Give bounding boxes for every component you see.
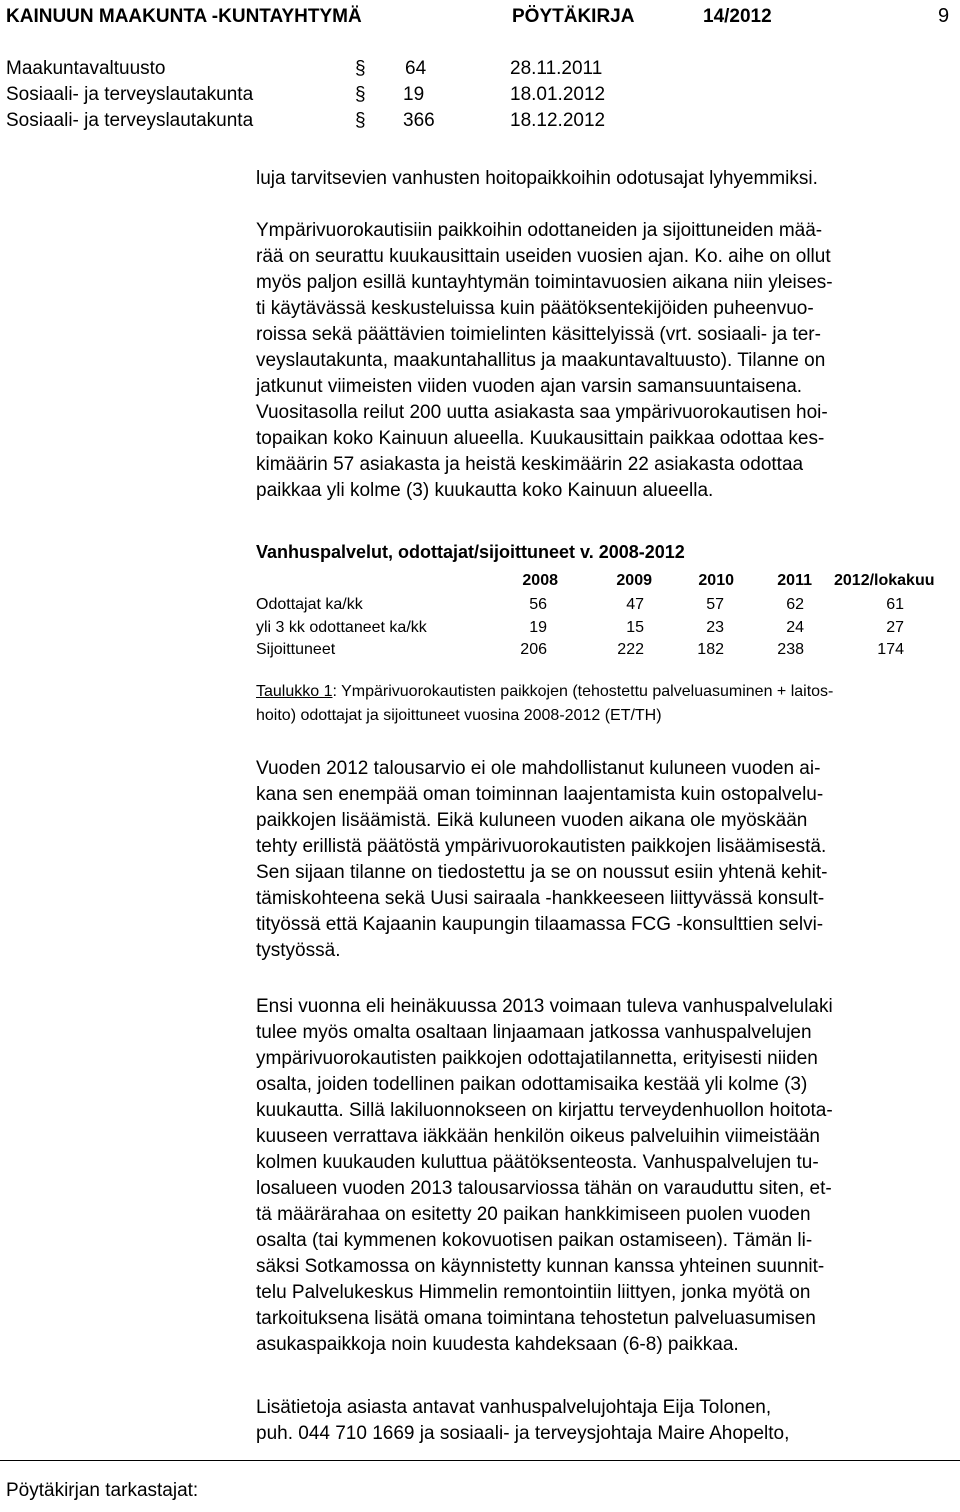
section-sign-icon: § bbox=[355, 58, 366, 79]
section-sign-icon: § bbox=[355, 84, 366, 105]
caption-line bbox=[256, 683, 833, 701]
body-paragraph-line: kimäärin 57 asiakasta ja heistä keskimäärin 22 asiakasta odottaa bbox=[256, 454, 804, 475]
section-sign-icon: § bbox=[355, 110, 366, 131]
body-paragraph-line: telu Palvelukeskus Himmelin remontointiin liittyen, jonka myötä on bbox=[256, 1282, 811, 1303]
table-cell: 15 bbox=[626, 619, 644, 636]
body-paragraph-line: kana sen enempää oman toiminnan laajentamista kuin ostopalvelu- bbox=[256, 784, 824, 805]
body-paragraph-line: osalta (tai kymmenen kokovuotisen paikan ostamiseen). Tämän li- bbox=[256, 1230, 813, 1251]
table-column-header: 2011 bbox=[777, 572, 812, 589]
body-paragraph-line: rää on seurattu kuukausittain useiden vuosien ajan. Ko. aihe on ollut bbox=[256, 246, 831, 267]
body-paragraph-line: puh. 044 710 1669 ja sosiaali- ja terveysjohtaja Maire Ahopelto, bbox=[256, 1423, 790, 1444]
body-paragraph-line: roissa sekä päättävien toimielinten käsittelyissä (vrt. sosiaali- ja ter- bbox=[256, 324, 821, 345]
body-paragraph-line: tityössä että Kajaanin kaupungin tilaamassa FCG -konsulttien selvi- bbox=[256, 914, 824, 935]
body-paragraph-line: tystyössä. bbox=[256, 940, 341, 961]
table-cell: 206 bbox=[520, 641, 547, 658]
table-column-header: 2010 bbox=[698, 572, 734, 589]
table-cell: 174 bbox=[877, 641, 904, 658]
table-cell: 19 bbox=[529, 619, 547, 636]
reference-body: Sosiaali- ja terveyslautakunta bbox=[6, 110, 254, 131]
organization-name: KAINUUN MAAKUNTA -KUNTAYHTYMÄ bbox=[6, 6, 362, 27]
table-title: Vanhuspalvelut, odottajat/sijoittuneet v. 2008-2012 bbox=[256, 542, 685, 562]
body-paragraph-line: jatkunut viimeisten viiden vuoden ajan varsin samansuuntaisena. bbox=[256, 376, 803, 397]
body-paragraph-line: veyslautakunta, maakuntahallitus ja maakuntavaltuusto). Tilanne on bbox=[256, 350, 826, 371]
table-column-header: 2012/lokakuu bbox=[834, 572, 935, 589]
table-column-header: 2008 bbox=[522, 572, 558, 589]
caption-label: Taulukko 1 bbox=[256, 683, 333, 700]
reference-date: 28.11.2011 bbox=[510, 58, 603, 79]
body-paragraph-line: asukaspaikkoja noin kuudesta kahdeksaan (6-8) paikkaa. bbox=[256, 1334, 739, 1355]
reference-date: 18.01.2012 bbox=[510, 84, 606, 105]
body-paragraph-line: ti käytävässä keskusteluissa kuin päätöksentekijöiden puheenvuo- bbox=[256, 298, 814, 319]
table-cell: 238 bbox=[777, 641, 804, 658]
table-row-label: yli 3 kk odottaneet ka/kk bbox=[256, 619, 427, 636]
caption-text: : Ympärivuorokautisten paikkojen (tehostettu palveluasuminen + laitos- bbox=[332, 683, 834, 700]
reference-body: Maakuntavaltuusto bbox=[6, 58, 166, 79]
body-paragraph-line: luja tarvitsevien vanhusten hoitopaikkoihin odotusajat lyhyemmiksi. bbox=[256, 168, 818, 189]
document-type: PÖYTÄKIRJA bbox=[512, 6, 635, 27]
body-paragraph-line: Vuoden 2012 talousarvio ei ole mahdollistanut kuluneen vuoden ai- bbox=[256, 758, 821, 779]
body-paragraph-line: topaikan koko Kainuun alueella. Kuukausittain paikkaa odottaa kes- bbox=[256, 428, 825, 449]
body-paragraph-line: säksi Sotkamossa on käynnistetty kunnan kanssa yhteinen suunnit- bbox=[256, 1256, 825, 1277]
table-column-header: 2009 bbox=[616, 572, 652, 589]
footer-divider bbox=[0, 1460, 960, 1461]
caption-line: hoito) odottajat ja sijoittuneet vuosina 2008-2012 (ET/TH) bbox=[256, 707, 662, 724]
body-paragraph-line: tämiskohteena sekä Uusi sairaala -hankkeeseen liittyvässä konsult- bbox=[256, 888, 825, 909]
body-paragraph-line: paikkojen lisäämistä. Eikä kuluneen vuoden aikana ole myöskään bbox=[256, 810, 808, 831]
footer-checkers-label: Pöytäkirjan tarkastajat: bbox=[6, 1480, 199, 1501]
table-cell: 27 bbox=[886, 619, 904, 636]
table-cell: 56 bbox=[529, 596, 547, 613]
body-paragraph-line: osalta, joiden todellinen paikan odottamisaika kestää yli kolme (3) bbox=[256, 1074, 808, 1095]
reference-date: 18.12.2012 bbox=[510, 110, 606, 131]
reference-body: Sosiaali- ja terveyslautakunta bbox=[6, 84, 254, 105]
table-cell: 222 bbox=[617, 641, 644, 658]
body-paragraph-line: Sen sijaan tilanne on tiedostettu ja se on noussut esiin yhtenä kehit- bbox=[256, 862, 828, 883]
body-paragraph-line: tä määrärahaa on esitetty 20 paikan hankkimiseen puolen vuoden bbox=[256, 1204, 811, 1225]
reference-number: 366 bbox=[403, 110, 435, 131]
table-row-label: Sijoittuneet bbox=[256, 641, 336, 658]
document-number: 14/2012 bbox=[703, 6, 772, 27]
table-row-label: Odottajat ka/kk bbox=[256, 596, 363, 613]
body-paragraph-line: tarkoituksena lisätä omana toimintana tehostetun palveluasumisen bbox=[256, 1308, 816, 1329]
body-paragraph-line: Ensi vuonna eli heinäkuussa 2013 voimaan tuleva vanhuspalvelulaki bbox=[256, 996, 833, 1017]
body-paragraph-line: paikkaa yli kolme (3) kuukautta koko Kainuun alueella. bbox=[256, 480, 714, 501]
body-paragraph-line: kolmen kuukauden kuluttua päätöksenteosta. Vanhuspalvelujen tu- bbox=[256, 1152, 819, 1173]
table-cell: 23 bbox=[706, 619, 724, 636]
body-paragraph-line: myös paljon esillä kuntayhtymän toimintavuosien aikana niin yleises- bbox=[256, 272, 833, 293]
table-cell: 57 bbox=[706, 596, 724, 613]
body-paragraph-line: kuuseen verrattava iäkkään henkilön oikeus palveluihin viimeistään bbox=[256, 1126, 820, 1147]
body-paragraph-line: Vuositasolla reilut 200 uutta asiakasta saa ympärivuorokautisen hoi- bbox=[256, 402, 828, 423]
page-number: 9 bbox=[938, 5, 950, 27]
body-paragraph-line: ympärivuorokautisten paikkojen odottajatilannetta, erityisesti niiden bbox=[256, 1048, 818, 1069]
table-cell: 24 bbox=[786, 619, 804, 636]
body-paragraph-line: losalueen vuoden 2013 talousarviossa tähän on varauduttu siten, et- bbox=[256, 1178, 832, 1199]
body-paragraph-line: kuukautta. Sillä lakiluonnokseen on kirjattu terveydenhuollon hoitota- bbox=[256, 1100, 833, 1121]
table-cell: 182 bbox=[697, 641, 724, 658]
body-paragraph-line: tulee myös omalta osaltaan linjaamaan jatkossa vanhuspalvelujen bbox=[256, 1022, 812, 1043]
body-paragraph-line: Lisätietoja asiasta antavat vanhuspalvelujohtaja Eija Tolonen, bbox=[256, 1397, 772, 1418]
reference-number: 19 bbox=[403, 84, 425, 105]
table-cell: 47 bbox=[626, 596, 644, 613]
reference-number: 64 bbox=[405, 58, 427, 79]
body-paragraph-line: Ympärivuorokautisiin paikkoihin odottaneiden ja sijoittuneiden mää- bbox=[256, 220, 823, 241]
table-cell: 62 bbox=[786, 596, 804, 613]
body-paragraph-line: tehty erillistä päätöstä ympärivuorokautisten paikkojen lisäämisestä. bbox=[256, 836, 827, 857]
table-cell: 61 bbox=[886, 596, 904, 613]
